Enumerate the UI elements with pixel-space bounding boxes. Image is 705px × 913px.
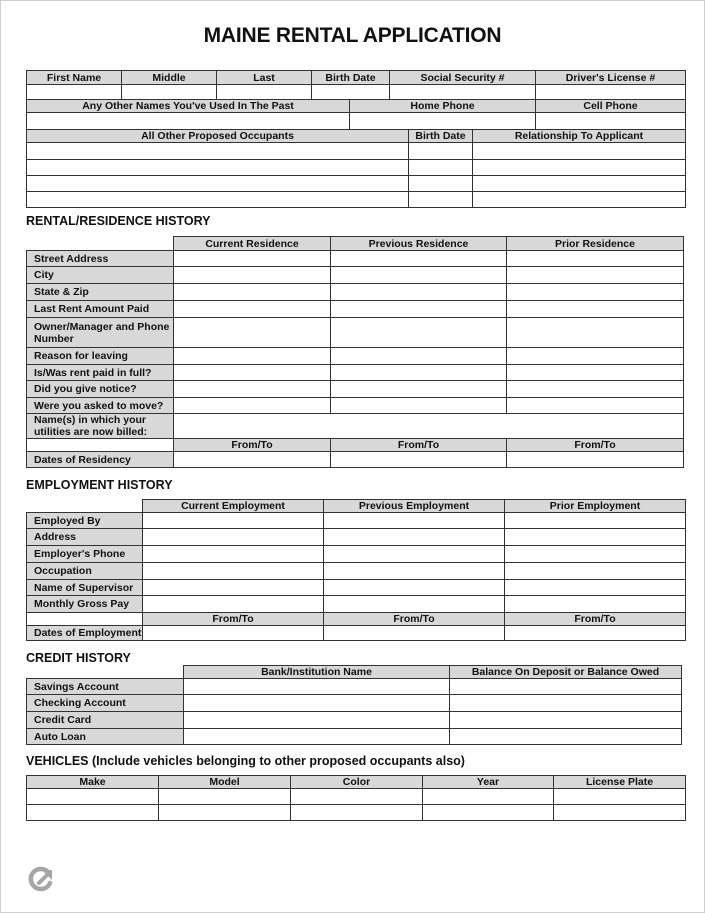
current-employed-by-field[interactable] bbox=[143, 513, 324, 529]
current-state-zip-field[interactable] bbox=[174, 284, 331, 301]
savings-bank-field[interactable] bbox=[184, 679, 450, 695]
previous-dates-employment-field[interactable] bbox=[324, 626, 505, 641]
other-names-field[interactable] bbox=[27, 113, 350, 130]
header-balance: Balance On Deposit or Balance Owed bbox=[450, 666, 682, 679]
applicant-info-table bbox=[26, 70, 686, 130]
prior-gross-pay-field[interactable] bbox=[505, 596, 686, 613]
vehicle-make-field[interactable] bbox=[27, 789, 159, 805]
header-cell-phone: Cell Phone bbox=[536, 100, 686, 113]
row-label-auto-loan: Auto Loan bbox=[27, 729, 184, 745]
rental-history-table bbox=[26, 236, 684, 468]
credit-history-table bbox=[26, 665, 682, 745]
previous-last-rent-field[interactable] bbox=[331, 301, 507, 318]
row-label-savings: Savings Account bbox=[27, 679, 184, 695]
previous-employed-by-field[interactable] bbox=[324, 513, 505, 529]
prior-dates-residency-field[interactable] bbox=[507, 452, 684, 468]
row-label-last-rent: Last Rent Amount Paid bbox=[27, 301, 174, 318]
current-owner-manager-field[interactable] bbox=[174, 318, 331, 348]
vehicle-model-field[interactable] bbox=[159, 805, 291, 821]
first-name-field[interactable] bbox=[27, 85, 122, 100]
current-dates-employment-field[interactable] bbox=[143, 626, 324, 641]
header-prior-employment: Prior Employment bbox=[505, 500, 686, 513]
row-label-supervisor: Name of Supervisor bbox=[27, 580, 143, 596]
header-middle: Middle bbox=[122, 71, 217, 85]
header-license-plate: License Plate bbox=[554, 776, 686, 789]
header-model: Model bbox=[159, 776, 291, 789]
prior-state-zip-field[interactable] bbox=[507, 284, 684, 301]
prior-occupation-field[interactable] bbox=[505, 563, 686, 580]
header-previous-employment: Previous Employment bbox=[324, 500, 505, 513]
corner-cell bbox=[27, 237, 174, 251]
current-rent-paid-field[interactable] bbox=[174, 365, 331, 381]
header-previous-residence: Previous Residence bbox=[331, 237, 507, 251]
header-occupants: All Other Proposed Occupants bbox=[27, 130, 409, 143]
auto-loan-bank-field[interactable] bbox=[184, 729, 450, 745]
occupants-table bbox=[26, 129, 686, 208]
header-from-to: From/To bbox=[505, 613, 686, 626]
savings-balance-field[interactable] bbox=[450, 679, 682, 695]
checking-balance-field[interactable] bbox=[450, 695, 682, 712]
current-employer-address-field[interactable] bbox=[143, 529, 324, 546]
checking-bank-field[interactable] bbox=[184, 695, 450, 712]
occupant-relationship-field[interactable] bbox=[473, 143, 686, 160]
vehicle-color-field[interactable] bbox=[291, 789, 423, 805]
current-gave-notice-field[interactable] bbox=[174, 381, 331, 398]
occupant-name-field[interactable] bbox=[27, 176, 409, 192]
current-gross-pay-field[interactable] bbox=[143, 596, 324, 613]
occupant-name-field[interactable] bbox=[27, 143, 409, 160]
row-label-employed-by: Employed By bbox=[27, 513, 143, 529]
header-current-residence: Current Residence bbox=[174, 237, 331, 251]
prior-employed-by-field[interactable] bbox=[505, 513, 686, 529]
header-color: Color bbox=[291, 776, 423, 789]
header-from-to: From/To bbox=[324, 613, 505, 626]
header-last: Last bbox=[217, 71, 312, 85]
row-label-asked-to-move: Were you asked to move? bbox=[27, 398, 174, 414]
home-phone-field[interactable] bbox=[350, 113, 536, 130]
previous-employer-address-field[interactable] bbox=[324, 529, 505, 546]
occupant-relationship-field[interactable] bbox=[473, 192, 686, 208]
current-occupation-field[interactable] bbox=[143, 563, 324, 580]
prior-asked-to-move-field[interactable] bbox=[507, 398, 684, 414]
previous-supervisor-field[interactable] bbox=[324, 580, 505, 596]
row-label-checking: Checking Account bbox=[27, 695, 184, 712]
credit-history-heading: CREDIT HISTORY bbox=[26, 651, 131, 665]
current-supervisor-field[interactable] bbox=[143, 580, 324, 596]
spacer-cell bbox=[27, 439, 174, 452]
previous-city-field[interactable] bbox=[331, 267, 507, 284]
previous-owner-manager-field[interactable] bbox=[331, 318, 507, 348]
header-other-names: Any Other Names You've Used In The Past bbox=[27, 100, 350, 113]
row-label-credit-card: Credit Card bbox=[27, 712, 184, 729]
header-from-to: From/To bbox=[174, 439, 331, 452]
vehicles-table bbox=[26, 775, 686, 821]
header-relationship: Relationship To Applicant bbox=[473, 130, 686, 143]
vehicle-plate-field[interactable] bbox=[554, 805, 686, 821]
previous-occupation-field[interactable] bbox=[324, 563, 505, 580]
current-city-field[interactable] bbox=[174, 267, 331, 284]
cell-phone-field[interactable] bbox=[536, 113, 686, 130]
vehicle-model-field[interactable] bbox=[159, 789, 291, 805]
prior-rent-paid-field[interactable] bbox=[507, 365, 684, 381]
last-name-field[interactable] bbox=[217, 85, 312, 100]
header-prior-residence: Prior Residence bbox=[507, 237, 684, 251]
vehicles-heading: VEHICLES (Include vehicles belonging to other proposed occupants also) bbox=[26, 754, 465, 768]
prior-employer-phone-field[interactable] bbox=[505, 546, 686, 563]
row-label-gross-pay: Monthly Gross Pay bbox=[27, 596, 143, 613]
header-first-name: First Name bbox=[27, 71, 122, 85]
previous-gross-pay-field[interactable] bbox=[324, 596, 505, 613]
row-label-rent-paid: Is/Was rent paid in full? bbox=[27, 365, 174, 381]
birth-date-field[interactable] bbox=[312, 85, 390, 100]
header-birth-date: Birth Date bbox=[312, 71, 390, 85]
header-occupant-birth-date: Birth Date bbox=[409, 130, 473, 143]
utilities-name-field[interactable] bbox=[174, 414, 684, 439]
header-home-phone: Home Phone bbox=[350, 100, 536, 113]
brand-logo-icon bbox=[28, 866, 54, 894]
row-label-dates-residency: Dates of Residency bbox=[27, 452, 174, 468]
row-label-gave-notice: Did you give notice? bbox=[27, 381, 174, 398]
vehicle-color-field[interactable] bbox=[291, 805, 423, 821]
header-from-to: From/To bbox=[507, 439, 684, 452]
row-label-reason-leaving: Reason for leaving bbox=[27, 348, 174, 365]
previous-street-address-field[interactable] bbox=[331, 251, 507, 267]
current-last-rent-field[interactable] bbox=[174, 301, 331, 318]
header-ssn: Social Security # bbox=[390, 71, 536, 85]
row-label-employer-phone: Employer's Phone bbox=[27, 546, 143, 563]
vehicle-make-field[interactable] bbox=[27, 805, 159, 821]
vehicle-year-field[interactable] bbox=[423, 805, 554, 821]
row-label-dates-employment: Dates of Employment bbox=[27, 626, 143, 641]
row-label-state-zip: State & Zip bbox=[27, 284, 174, 301]
prior-gave-notice-field[interactable] bbox=[507, 381, 684, 398]
previous-employer-phone-field[interactable] bbox=[324, 546, 505, 563]
employment-history-heading: EMPLOYMENT HISTORY bbox=[26, 478, 173, 492]
current-street-address-field[interactable] bbox=[174, 251, 331, 267]
prior-employer-address-field[interactable] bbox=[505, 529, 686, 546]
header-current-employment: Current Employment bbox=[143, 500, 324, 513]
occupant-birth-date-field[interactable] bbox=[409, 143, 473, 160]
row-label-street-address: Street Address bbox=[27, 251, 174, 267]
row-label-owner-manager: Owner/Manager and Phone Number bbox=[27, 318, 174, 348]
spacer-cell bbox=[27, 613, 143, 626]
occupant-birth-date-field[interactable] bbox=[409, 192, 473, 208]
occupant-name-field[interactable] bbox=[27, 192, 409, 208]
occupant-relationship-field[interactable] bbox=[473, 160, 686, 176]
header-from-to: From/To bbox=[143, 613, 324, 626]
occupant-birth-date-field[interactable] bbox=[409, 176, 473, 192]
credit-card-balance-field[interactable] bbox=[450, 712, 682, 729]
prior-last-rent-field[interactable] bbox=[507, 301, 684, 318]
page-title: MAINE RENTAL APPLICATION bbox=[203, 24, 502, 47]
header-from-to: From/To bbox=[331, 439, 507, 452]
previous-gave-notice-field[interactable] bbox=[331, 381, 507, 398]
current-employer-phone-field[interactable] bbox=[143, 546, 324, 563]
row-label-city: City bbox=[27, 267, 174, 284]
current-asked-to-move-field[interactable] bbox=[174, 398, 331, 414]
drivers-license-field[interactable] bbox=[536, 85, 686, 100]
prior-supervisor-field[interactable] bbox=[505, 580, 686, 596]
current-dates-residency-field[interactable] bbox=[174, 452, 331, 468]
prior-reason-leaving-field[interactable] bbox=[507, 348, 684, 365]
previous-rent-paid-field[interactable] bbox=[331, 365, 507, 381]
previous-asked-to-move-field[interactable] bbox=[331, 398, 507, 414]
corner-cell bbox=[27, 666, 184, 679]
header-year: Year bbox=[423, 776, 554, 789]
occupant-relationship-field[interactable] bbox=[473, 176, 686, 192]
current-reason-leaving-field[interactable] bbox=[174, 348, 331, 365]
corner-cell bbox=[27, 500, 143, 513]
row-label-occupation: Occupation bbox=[27, 563, 143, 580]
previous-state-zip-field[interactable] bbox=[331, 284, 507, 301]
auto-loan-balance-field[interactable] bbox=[450, 729, 682, 745]
credit-card-bank-field[interactable] bbox=[184, 712, 450, 729]
vehicle-plate-field[interactable] bbox=[554, 789, 686, 805]
occupant-birth-date-field[interactable] bbox=[409, 160, 473, 176]
header-bank-institution: Bank/Institution Name bbox=[184, 666, 450, 679]
occupant-name-field[interactable] bbox=[27, 160, 409, 176]
prior-city-field[interactable] bbox=[507, 267, 684, 284]
row-label-employer-address: Address bbox=[27, 529, 143, 546]
rental-history-heading: RENTAL/RESIDENCE HISTORY bbox=[26, 214, 211, 228]
prior-dates-employment-field[interactable] bbox=[505, 626, 686, 641]
employment-history-table bbox=[26, 499, 686, 641]
vehicle-year-field[interactable] bbox=[423, 789, 554, 805]
prior-owner-manager-field[interactable] bbox=[507, 318, 684, 348]
header-drivers-license: Driver's License # bbox=[536, 71, 686, 85]
middle-name-field[interactable] bbox=[122, 85, 217, 100]
header-make: Make bbox=[27, 776, 159, 789]
ssn-field[interactable] bbox=[390, 85, 536, 100]
previous-reason-leaving-field[interactable] bbox=[331, 348, 507, 365]
previous-dates-residency-field[interactable] bbox=[331, 452, 507, 468]
prior-street-address-field[interactable] bbox=[507, 251, 684, 267]
row-label-utilities-name: Name(s) in which your utilities are now billed: bbox=[27, 414, 174, 439]
